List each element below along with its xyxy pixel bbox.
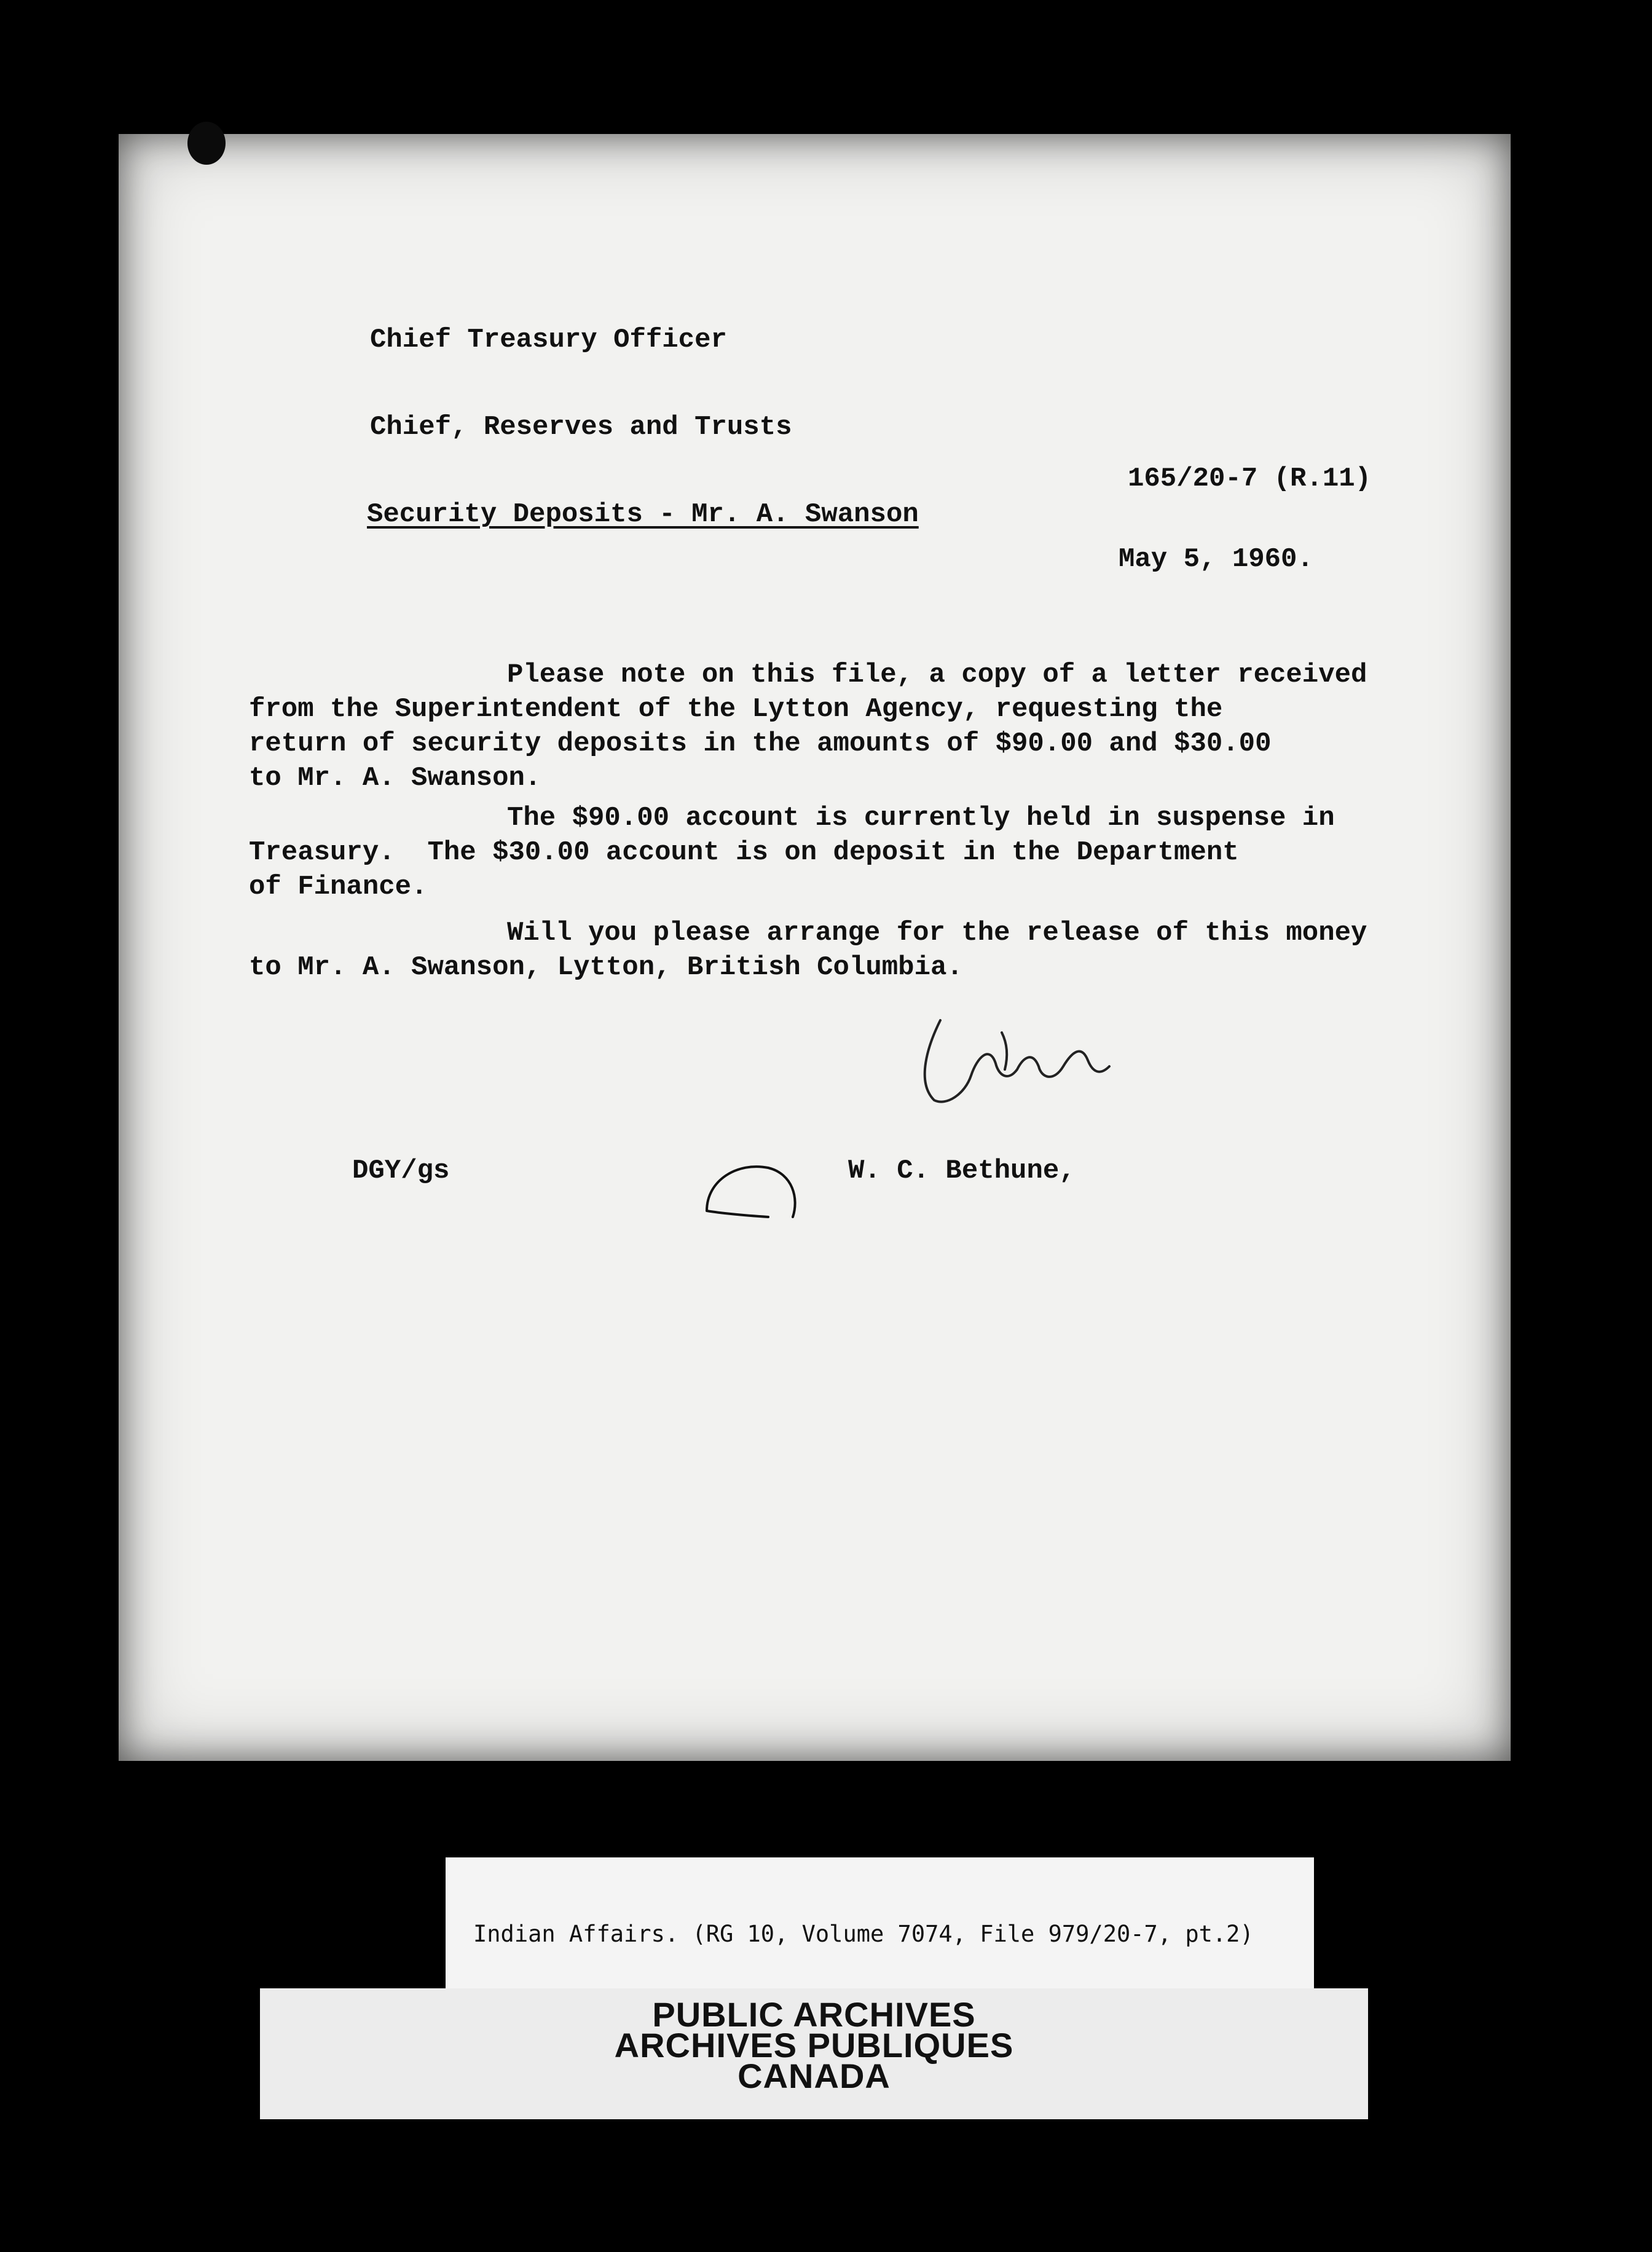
initials-reference: DGY/gs — [352, 1156, 450, 1186]
stamp-line: CANADA — [738, 2057, 891, 2095]
archive-stamp-text — [260, 1995, 1368, 2095]
paragraph-line: to Mr. A. Swanson. — [249, 763, 541, 793]
signatory-name: W. C. Bethune, — [848, 1156, 1076, 1186]
memo-subject: Security Deposits - Mr. A. Swanson — [367, 499, 919, 530]
paragraph-line: Please note on this file, a copy of a letter received — [507, 659, 1367, 690]
memo-date: May 5, 1960. — [1119, 544, 1313, 575]
archive-stamp — [260, 1988, 1368, 2119]
memo-to: Chief Treasury Officer — [370, 325, 727, 355]
punch-hole — [187, 122, 226, 165]
paragraph-line: of Finance. — [249, 872, 428, 902]
stamp-line: PUBLIC ARCHIVES — [652, 1995, 976, 2034]
paragraph-line: from the Superintendent of the Lytton Agency, requesting the — [249, 694, 1223, 725]
paragraph-line: Treasury. The $30.00 account is on deposit in the Department — [249, 837, 1239, 868]
archive-citation: Indian Affairs. (RG 10, Volume 7074, File 979/20-7, pt.2) — [473, 1921, 1254, 1947]
pen-mark — [701, 1156, 811, 1223]
memo-paragraph-1 — [249, 658, 1367, 795]
stamp-line: ARCHIVES PUBLIQUES — [614, 2026, 1014, 2065]
paragraph-line: to Mr. A. Swanson, Lytton, British Columbia. — [249, 952, 963, 983]
paragraph-line: Will you please arrange for the release of this money — [507, 918, 1367, 948]
handwritten-initials — [916, 1008, 1125, 1119]
paragraph-line: return of security deposits in the amounts of $90.00 and $30.00 — [249, 728, 1272, 759]
paragraph-line: The $90.00 account is currently held in suspense in — [507, 803, 1335, 833]
memo-paragraph-3 — [249, 916, 1367, 985]
memo-from: Chief, Reserves and Trusts — [370, 412, 792, 443]
memo-file-ref: 165/20-7 (R.11) — [1128, 463, 1372, 494]
memo-paragraph-2 — [249, 801, 1335, 904]
